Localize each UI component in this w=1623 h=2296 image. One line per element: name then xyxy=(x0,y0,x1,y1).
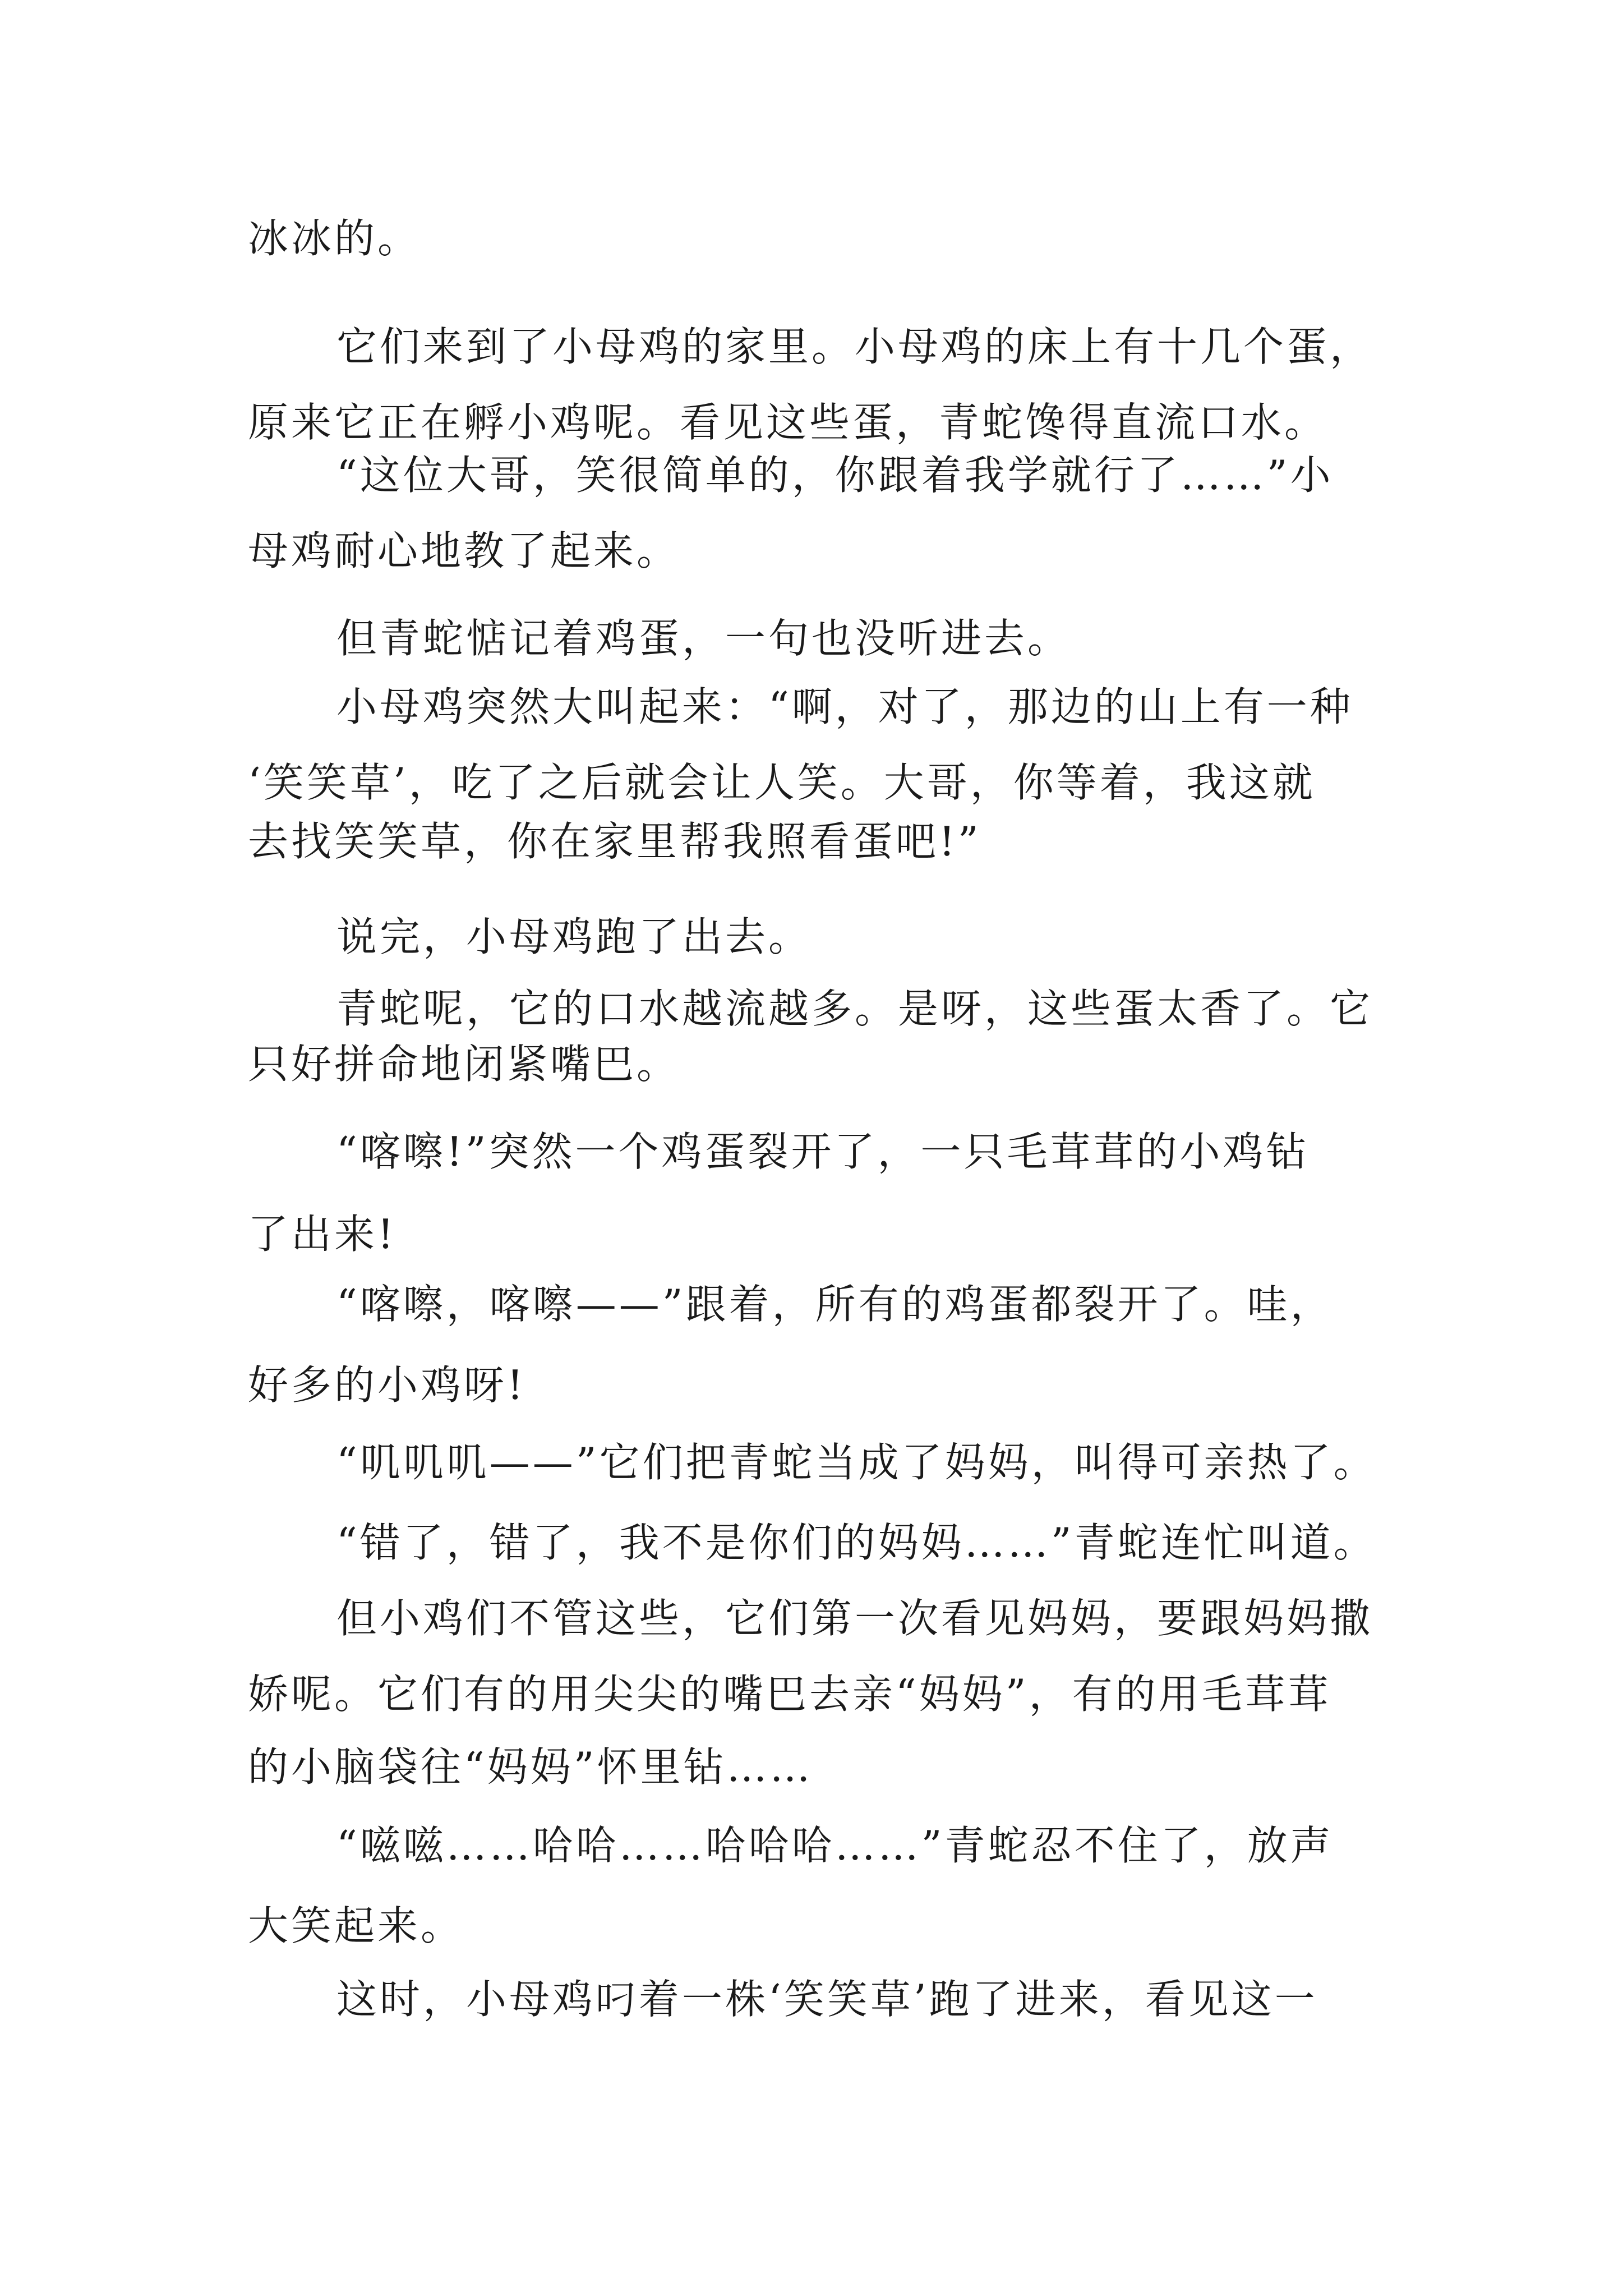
text-line-14: 了出来! xyxy=(248,1211,396,1258)
text-line-23: 大笑起来。 xyxy=(248,1902,464,1949)
text-line-6: 但青蛇惦记着鸡蛋，一句也没听进去。 xyxy=(336,615,1071,662)
text-line-3: 原来它正在孵小鸡呢。看见这些蛋，青蛇馋得直流口水。 xyxy=(248,399,1328,446)
text-line-10: 说完，小母鸡跑了出去。 xyxy=(336,913,812,960)
text-line-18: “错了，错了，我不是你们的妈妈……”青蛇连忙叫道。 xyxy=(336,1519,1377,1566)
text-line-15: “喀嚓，喀嚓——”跟着，所有的鸡蛋都裂开了。哇， xyxy=(336,1281,1334,1328)
text-line-5: 母鸡耐心地教了起来。 xyxy=(248,527,680,574)
text-line-11: 青蛇呢，它的口水越流越多。是呀，这些蛋太香了。它 xyxy=(336,985,1373,1032)
text-line-16: 好多的小鸡呀! xyxy=(248,1361,526,1409)
text-line-12: 只好拼命地闭紧嘴巴。 xyxy=(248,1041,680,1088)
text-line-2: 它们来到了小母鸡的家里。小母鸡的床上有十几个蛋， xyxy=(336,323,1373,370)
text-line-21: 的小脑袋往“妈妈”怀里钻…… xyxy=(248,1743,813,1791)
text-line-17: “叽叽叽——”它们把青蛇当成了妈妈，叫得可亲热了。 xyxy=(336,1439,1377,1486)
text-line-1: 冰冰的。 xyxy=(248,215,421,262)
text-line-22: “嗞嗞……哈哈……哈哈哈……”青蛇忍不住了，放声 xyxy=(336,1822,1334,1869)
text-line-19: 但小鸡们不管这些，它们第一次看见妈妈，要跟妈妈撒 xyxy=(336,1595,1373,1642)
text-line-24: 这时，小母鸡叼着一株‘笑笑草’跑了进来，看见这一 xyxy=(336,1976,1318,2023)
text-line-20: 娇呢。它们有的用尖尖的嘴巴去亲“妈妈”，有的用毛茸茸 xyxy=(248,1671,1331,1718)
text-line-4: “这位大哥，笑很简单的，你跟着我学就行了……”小 xyxy=(336,452,1334,499)
text-line-13: “喀嚓!”突然一个鸡蛋裂开了，一只毛茸茸的小鸡钻 xyxy=(336,1128,1310,1175)
text-line-7: 小母鸡突然大叫起来：“啊，对了，那边的山上有一种 xyxy=(336,683,1353,730)
text-line-8: ‘笑笑草’，吃了之后就会让人笑。大哥，你等着，我这就 xyxy=(248,759,1316,806)
text-line-9: 去找笑笑草，你在家里帮我照看蛋吧!” xyxy=(248,818,981,865)
